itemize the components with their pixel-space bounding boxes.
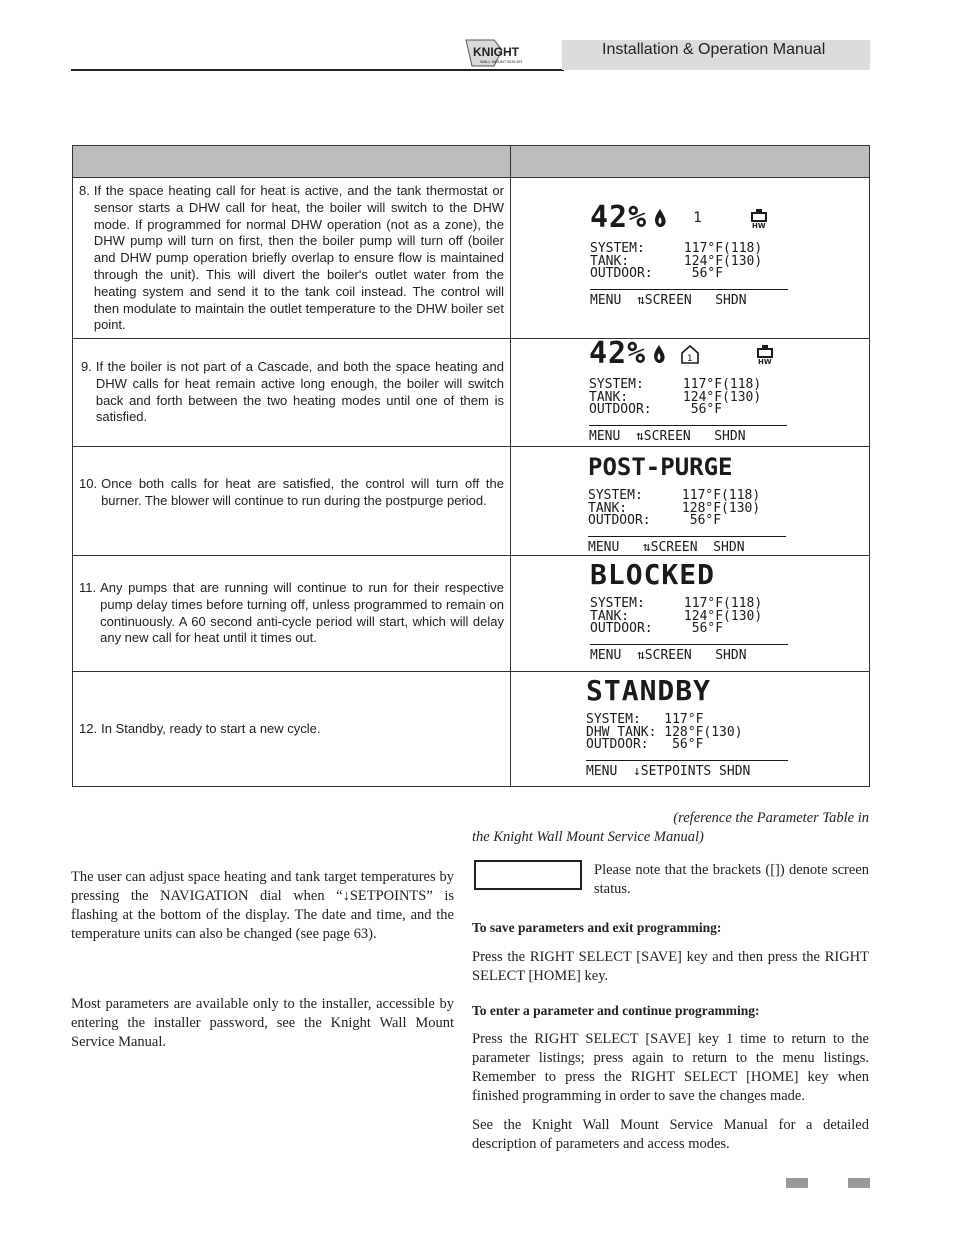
dhw-tank-icon bbox=[756, 344, 774, 364]
svg-text:HW: HW bbox=[751, 222, 766, 228]
display-menu-bar: MENU ⇅SCREEN SHDN bbox=[589, 428, 746, 444]
display-menu-bar: MENU ⇅SCREEN SHDN bbox=[588, 539, 745, 555]
manual-title: Installation & Operation Manual bbox=[602, 41, 826, 58]
row-divider bbox=[72, 671, 870, 672]
table-row-10-text: 10. Once both calls for heat are satisfied, the control will turn off the burner. The blower will continue to run during the postpurge period. bbox=[79, 476, 504, 508]
knight-logo bbox=[464, 38, 542, 68]
display-menu-bar: MENU ⇅SCREEN SHDN bbox=[590, 647, 747, 663]
svg-text:KNIGHT: KNIGHT bbox=[473, 45, 519, 59]
table-row-12-text: 12. In Standby, ready to start a new cycle. bbox=[79, 721, 321, 736]
row-divider bbox=[72, 555, 870, 556]
row-divider bbox=[72, 446, 870, 447]
enter-parameter-paragraph: Press the RIGHT SELECT [SAVE] key 1 time to return to the parameter listings; press again to return to the menu listings. Remember to press the RIGHT SELECT [HOME] key when finished programming in order to save the changes made. bbox=[472, 1031, 869, 1104]
reference-note-line1: (reference the Parameter Table in bbox=[673, 810, 869, 826]
display-screen-9: 42% 1 HW SYSTEM: 117°F(118) TANK: 124°F(130) OUTDOOR: 56°F MENU ⇅SCREEN SHDN bbox=[589, 337, 787, 444]
display-separator bbox=[586, 760, 788, 761]
firing-rate: 42% bbox=[589, 336, 647, 371]
save-heading: To save parameters and exit programming: bbox=[472, 920, 722, 935]
page-marker-right bbox=[848, 1178, 870, 1188]
save-paragraph: Press the RIGHT SELECT [SAVE] key and then press the RIGHT SELECT [HOME] key. bbox=[472, 949, 869, 984]
svg-text:1: 1 bbox=[687, 354, 693, 364]
note-text: Please note that the brackets ([]) denote screen status. bbox=[594, 862, 869, 897]
table-row-8-text: 8. If the space heating call for heat is active, and the tank thermostat or sensor starts a DHW call for heat, the boiler will switch to the DHW mode. If programmed for normal DHW operation (not as a zone), the DHW pump will turn on first, then the boiler pump will turn off (boiler and DHW pump operation briefly overlap to ensure flow is maintained through the unit). This will divert the boiler's outlet water from the heating system and send it to the tank coil instead. The control will then modulate to maintain the outlet temperature to the DHW boiler set point. bbox=[79, 183, 504, 333]
installer-paragraph: Most parameters are available only to the installer, accessible by entering the installer password, see the Knight Wall Mount Service Manual. bbox=[71, 996, 454, 1050]
display-menu-bar: MENU ⇅SCREEN SHDN bbox=[590, 292, 747, 308]
display-screen-10: POST-PURGE SYSTEM: 117°F(118) TANK: 128°F(130) OUTDOOR: 56°F MENU ⇅SCREEN SHDN bbox=[588, 450, 786, 555]
firing-rate: 42% bbox=[590, 200, 648, 235]
zone-number: 1 bbox=[693, 210, 702, 226]
display-screen-11: BLOCKED SYSTEM: 117°F(118) TANK: 124°F(130) OUTDOOR: 56°F MENU ⇅SCREEN SHDN bbox=[590, 558, 788, 663]
display-status: STANDBY bbox=[586, 674, 712, 707]
setpoints-paragraph: The user can adjust space heating and tank target temperatures by pressing the NAVIGATION dial when “↓SETPOINTS” is flashing at the bottom of the display. The date and time, and the temperature units can also be changed (see page 63). bbox=[71, 869, 454, 942]
table-column-divider bbox=[510, 145, 511, 787]
enter-parameter-heading: To enter a parameter and continue programming: bbox=[472, 1003, 760, 1018]
display-separator bbox=[590, 289, 788, 290]
display-menu-bar: MENU ↓SETPOINTS SHDN bbox=[586, 763, 751, 779]
service-manual-paragraph: See the Knight Wall Mount Service Manual for a detailed description of parameters and access modes. bbox=[472, 1117, 869, 1152]
display-screen-12: STANDBY SYSTEM: 117°F DHW TANK: 128°F(130) OUTDOOR: 56°F MENU ↓SETPOINTS SHDN bbox=[586, 674, 788, 779]
note-box bbox=[474, 860, 582, 890]
header-rule bbox=[71, 69, 564, 71]
page-marker-left bbox=[786, 1178, 808, 1188]
flame-icon bbox=[653, 208, 667, 228]
display-separator bbox=[589, 425, 787, 426]
table-header bbox=[72, 145, 870, 178]
display-status: BLOCKED bbox=[590, 558, 716, 591]
svg-text:HW: HW bbox=[758, 358, 772, 364]
display-separator bbox=[588, 536, 786, 537]
table-row-11-text: 11. Any pumps that are running will continue to run for their respective pump delay times before turning off, unless programmed to remain on continuously. A 60 second anti-cycle period will start, which will delay any new call for heat until it times out. bbox=[79, 580, 504, 646]
dhw-tank-icon bbox=[750, 208, 768, 228]
table-row-9-text: 9. If the boiler is not part of a Cascade, and both the space heating and DHW calls for heat remain active long enough, the boiler will switch back and forth between the two heating modes until one of them is satisfied. bbox=[81, 359, 504, 425]
display-separator bbox=[590, 644, 788, 645]
house-zone-icon bbox=[680, 344, 700, 364]
flame-icon bbox=[652, 344, 666, 364]
svg-text:WALL MOUNT BOILER: WALL MOUNT BOILER bbox=[480, 59, 523, 64]
reference-note-line2: the Knight Wall Mount Service Manual) bbox=[472, 829, 704, 845]
display-screen-8: 42% 1 HW SYSTEM: 117°F(118) TANK: 124°F(130) OUTDOOR: 56°F MENU ⇅SCREEN SHDN bbox=[590, 201, 788, 308]
display-status: POST-PURGE bbox=[588, 453, 733, 481]
